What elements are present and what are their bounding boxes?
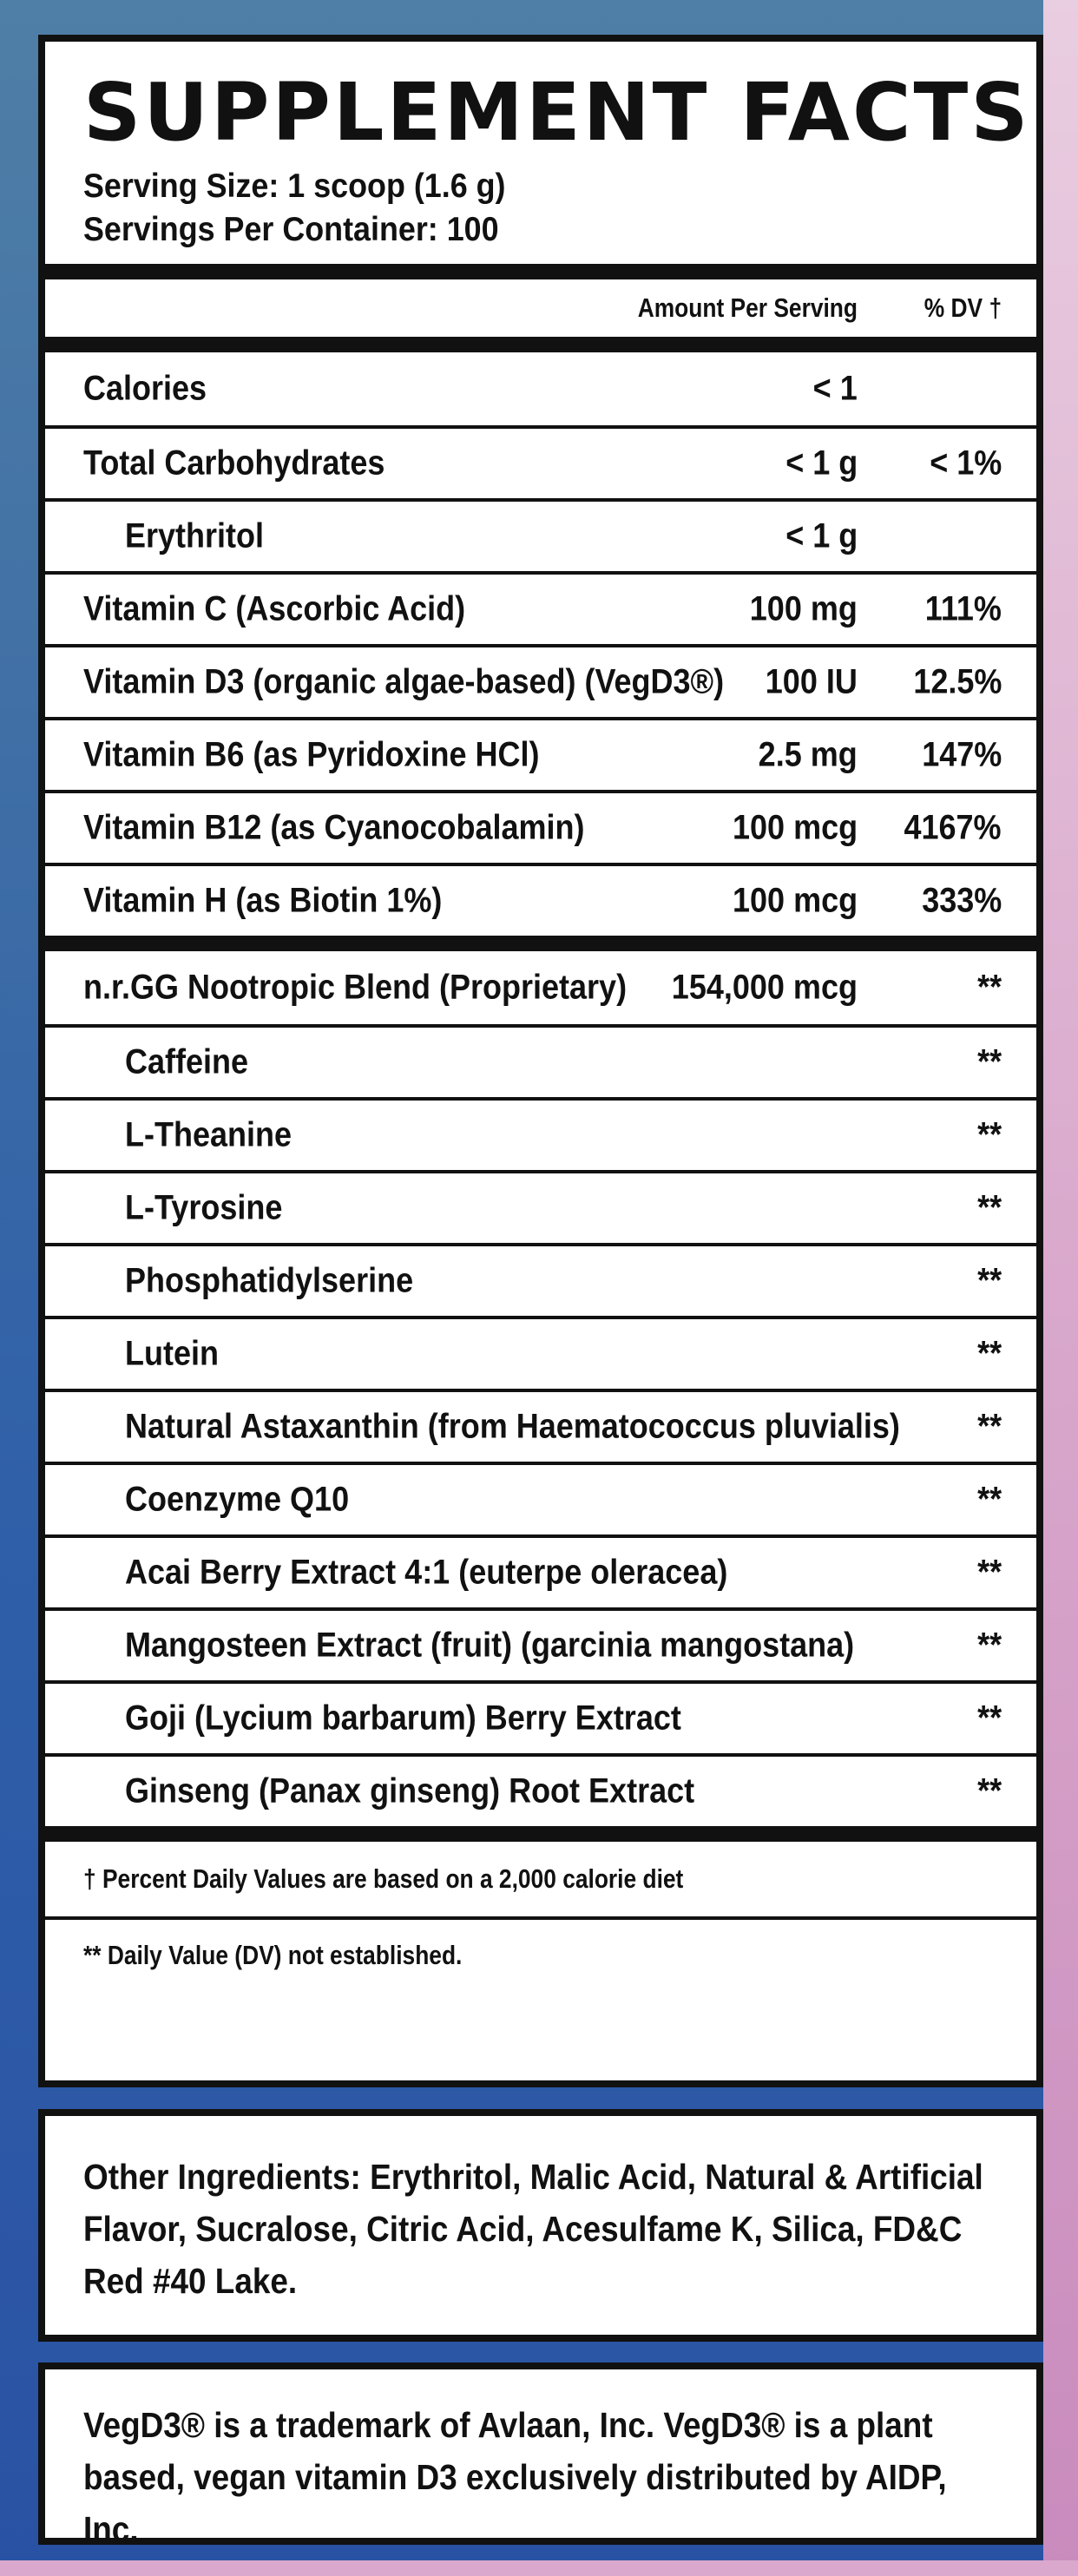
- blend-item-name: Caffeine: [125, 1042, 249, 1081]
- servings-per-container: Servings Per Container: 100: [83, 211, 499, 248]
- nutrient-row: [45, 425, 1036, 498]
- nutrient-row: [45, 571, 1036, 644]
- nutrient-row: [45, 717, 1036, 790]
- footnote-dv: † Percent Daily Values are based on a 2,000 calorie diet: [83, 1863, 684, 1894]
- blend-item-dv: **: [976, 1626, 1002, 1665]
- blend-item-dv: **: [976, 1771, 1002, 1810]
- blend-item-row: [45, 1097, 1036, 1170]
- nutrient-name: Vitamin C (Ascorbic Acid): [83, 589, 466, 628]
- nutrient-amount: < 1: [812, 369, 858, 408]
- blend-item-name: Ginseng (Panax ginseng) Root Extract: [125, 1771, 695, 1810]
- nutrient-name: Vitamin H (as Biotin 1%): [83, 881, 443, 920]
- column-header-row: [45, 279, 1036, 337]
- blend-item-name: Coenzyme Q10: [125, 1480, 350, 1519]
- blend-item-name: Goji (Lycium barbarum) Berry Extract: [125, 1699, 681, 1738]
- nutrient-dv: 147%: [921, 735, 1002, 774]
- blend-amount: 154,000 mcg: [671, 968, 858, 1007]
- nutrient-name: Erythritol: [125, 516, 265, 555]
- nutrient-dv: 333%: [921, 881, 1002, 920]
- blend-item-dv: **: [976, 1115, 1002, 1154]
- nutrient-amount: < 1 g: [785, 444, 858, 483]
- blend-item-row: [45, 1316, 1036, 1389]
- blend-item-name: Phosphatidylserine: [125, 1261, 414, 1300]
- trademark-panel: [38, 2362, 1043, 2549]
- blend-item-name: Mangosteen Extract (fruit) (garcinia mangostana): [125, 1626, 855, 1665]
- blend-name: n.r.GG Nootropic Blend (Proprietary): [83, 968, 628, 1007]
- nutrient-amount: 100 IU: [765, 662, 858, 701]
- blend-item-name: Acai Berry Extract 4:1 (euterpe oleracea): [125, 1553, 728, 1592]
- nutrient-amount: 100 mcg: [732, 881, 858, 920]
- nutrient-amount: 2.5 mg: [758, 735, 858, 774]
- blend-item-row: [45, 1607, 1036, 1680]
- nutrient-row: [45, 352, 1036, 425]
- nutrient-dv: < 1%: [929, 444, 1002, 483]
- blend-row: [45, 951, 1036, 1024]
- footnote-row: [45, 1842, 1036, 1916]
- nutrient-amount: 100 mg: [749, 589, 858, 628]
- blend-item-row: [45, 1753, 1036, 1826]
- nutrient-name: Vitamin B12 (as Cyanocobalamin): [83, 808, 585, 847]
- nutrient-row: [45, 863, 1036, 936]
- nutrient-amount: 100 mcg: [732, 808, 858, 847]
- right-edge-decoration: [1043, 0, 1078, 2576]
- divider-thick: [45, 936, 1036, 951]
- blend-item-row: [45, 1024, 1036, 1097]
- blend-item-row: [45, 1680, 1036, 1753]
- blend-item-name: Natural Astaxanthin (from Haematococcus pluvialis): [125, 1407, 900, 1446]
- blend-item-name: L-Theanine: [125, 1115, 293, 1154]
- blend-item-dv: **: [976, 1407, 1002, 1446]
- blend-item-row: [45, 1462, 1036, 1534]
- amount-header: Amount Per Serving: [637, 292, 858, 323]
- nutrient-row: [45, 790, 1036, 863]
- footnote-row: [45, 1916, 1036, 1991]
- bottom-edge-decoration: [0, 2560, 1078, 2576]
- footnote-not-established: ** Daily Value (DV) not established.: [83, 1940, 463, 1970]
- trademark-text: VegD3® is a trademark of Avlaan, Inc. VegD3® is a plant based, vegan vitamin D3 exclusively distributed by AIDP, Inc.: [83, 2405, 947, 2549]
- nutrient-dv: 12.5%: [912, 662, 1002, 701]
- blend-item-dv: **: [976, 1699, 1002, 1738]
- other-ingredients-text: Other Ingredients: Erythritol, Malic Acid, Natural & Artificial Flavor, Sucralose, Citric Acid, Acesulfame K, Silica, FD&C Red #40 Lake.: [83, 2157, 983, 2301]
- blend-item-row: [45, 1389, 1036, 1462]
- blend-item-dv: **: [976, 1553, 1002, 1592]
- nutrient-amount: < 1 g: [785, 516, 858, 555]
- supplement-facts-panel: [38, 35, 1043, 2087]
- nutrient-name: Total Carbohydrates: [83, 444, 385, 483]
- blend-item-name: Lutein: [125, 1334, 219, 1373]
- blend-dv: **: [976, 968, 1002, 1007]
- blend-item-dv: **: [976, 1042, 1002, 1081]
- blend-item-row: [45, 1243, 1036, 1316]
- blend-item-dv: **: [976, 1334, 1002, 1373]
- nutrient-row: [45, 644, 1036, 717]
- blend-item-row: [45, 1170, 1036, 1243]
- divider-thick: [45, 264, 1036, 279]
- nutrient-dv: 4167%: [904, 808, 1002, 847]
- blend-item-dv: **: [976, 1188, 1002, 1227]
- dv-header: % DV †: [924, 292, 1002, 323]
- blend-item-dv: **: [976, 1261, 1002, 1300]
- blend-item-row: [45, 1534, 1036, 1607]
- panel-title: SUPPLEMENT FACTS: [83, 66, 1031, 159]
- nutrient-dv: 111%: [924, 589, 1002, 628]
- serving-size: Serving Size: 1 scoop (1.6 g): [83, 168, 506, 205]
- nutrient-name: Vitamin B6 (as Pyridoxine HCl): [83, 735, 540, 774]
- divider-thick: [45, 337, 1036, 352]
- other-ingredients-panel: [38, 2109, 1043, 2342]
- nutrient-row: [45, 498, 1036, 571]
- divider-thick: [45, 1826, 1036, 1842]
- nutrient-name: Calories: [83, 369, 207, 408]
- nutrient-name: Vitamin D3 (organic algae-based) (VegD3®): [83, 662, 725, 701]
- blend-item-name: L-Tyrosine: [125, 1188, 283, 1227]
- blend-item-dv: **: [976, 1480, 1002, 1519]
